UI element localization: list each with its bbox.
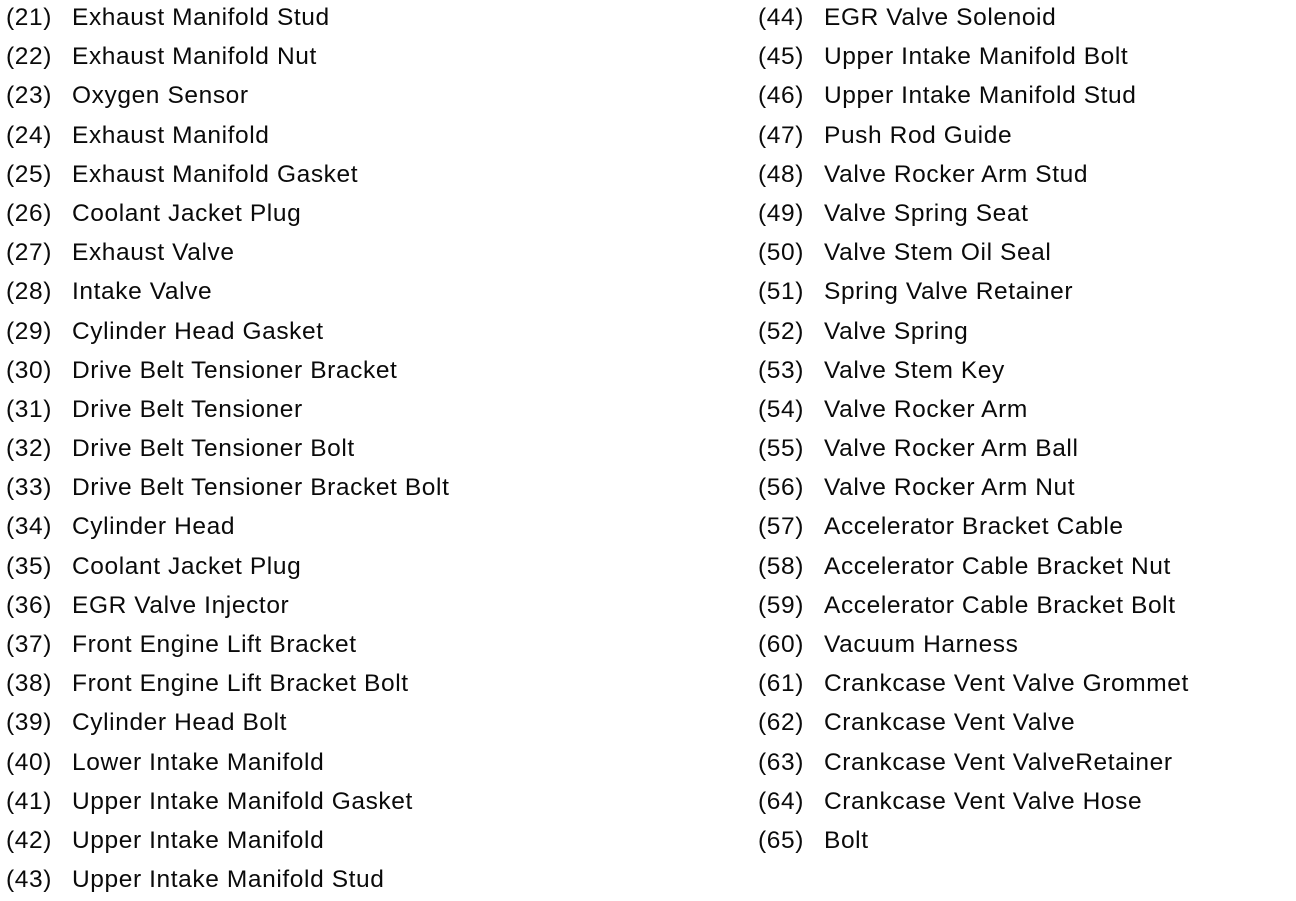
part-list-item bbox=[6, 784, 449, 823]
part-list-item bbox=[6, 470, 449, 509]
part-list-item bbox=[758, 392, 1189, 431]
part-number: (46) bbox=[758, 82, 804, 110]
part-name: Exhaust Manifold bbox=[72, 121, 270, 149]
part-list-item bbox=[6, 666, 449, 705]
part-name: Bolt bbox=[824, 826, 869, 854]
part-number: (31) bbox=[6, 395, 52, 423]
part-number: (42) bbox=[6, 826, 52, 854]
part-name: Cylinder Head bbox=[72, 513, 236, 541]
part-list-item bbox=[6, 509, 449, 548]
part-list-item bbox=[6, 588, 449, 627]
part-number: (21) bbox=[6, 4, 52, 31]
part-list-item bbox=[758, 353, 1189, 392]
part-list-item bbox=[6, 39, 449, 78]
part-name: Accelerator Bracket Cable bbox=[824, 513, 1124, 541]
part-list-item bbox=[6, 78, 449, 117]
part-name: Upper Intake Manifold Stud bbox=[824, 82, 1137, 110]
parts-list-left bbox=[6, 0, 449, 901]
part-list-item bbox=[6, 627, 449, 666]
part-name: Intake Valve bbox=[72, 278, 213, 306]
part-name: Vacuum Harness bbox=[824, 631, 1019, 658]
part-name: Drive Belt Tensioner bbox=[72, 395, 303, 423]
part-name: Valve Rocker Arm bbox=[824, 395, 1028, 423]
part-number: (27) bbox=[6, 239, 52, 267]
part-name: Exhaust Valve bbox=[72, 239, 235, 267]
part-name: Exhaust Manifold Gasket bbox=[72, 160, 359, 188]
part-number: (28) bbox=[6, 278, 52, 306]
part-list-item bbox=[6, 549, 449, 588]
part-number: (24) bbox=[6, 121, 52, 149]
part-name: Valve Stem Key bbox=[824, 356, 1005, 384]
part-list-item bbox=[6, 196, 449, 235]
part-name: Coolant Jacket Plug bbox=[72, 199, 302, 227]
part-name: EGR Valve Injector bbox=[72, 591, 290, 619]
part-number: (60) bbox=[758, 631, 804, 658]
part-list-item bbox=[758, 509, 1189, 548]
part-number: (65) bbox=[758, 826, 804, 854]
part-number: (25) bbox=[6, 160, 52, 188]
part-list-item bbox=[758, 705, 1189, 744]
part-number: (43) bbox=[6, 866, 52, 894]
part-number: (36) bbox=[6, 591, 52, 619]
part-list-item bbox=[758, 784, 1189, 823]
part-number: (61) bbox=[758, 670, 804, 698]
part-list-item bbox=[758, 549, 1189, 588]
part-number: (56) bbox=[758, 474, 804, 502]
part-list-item bbox=[758, 314, 1189, 353]
part-list-item bbox=[6, 353, 449, 392]
part-name: Push Rod Guide bbox=[824, 121, 1013, 149]
part-list-item bbox=[758, 235, 1189, 274]
part-number: (41) bbox=[6, 787, 52, 815]
part-name: Valve Spring Seat bbox=[824, 199, 1029, 227]
part-list-item bbox=[758, 431, 1189, 470]
part-list-item bbox=[758, 78, 1189, 117]
part-list-item bbox=[6, 157, 449, 196]
part-number: (40) bbox=[6, 748, 52, 776]
part-name: Accelerator Cable Bracket Nut bbox=[824, 552, 1171, 580]
part-name: Valve Rocker Arm Ball bbox=[824, 435, 1079, 463]
part-number: (63) bbox=[758, 748, 804, 776]
part-name: Crankcase Vent ValveRetainer bbox=[824, 748, 1173, 776]
part-number: (23) bbox=[6, 82, 52, 110]
part-number: (39) bbox=[6, 709, 52, 737]
part-number: (26) bbox=[6, 199, 52, 227]
part-name: Upper Intake Manifold Gasket bbox=[72, 787, 413, 815]
part-number: (64) bbox=[758, 787, 804, 815]
part-list-item bbox=[6, 314, 449, 353]
part-number: (38) bbox=[6, 670, 52, 698]
part-name: Lower Intake Manifold bbox=[72, 748, 325, 776]
part-number: (51) bbox=[758, 278, 804, 306]
part-name: Crankcase Vent Valve Grommet bbox=[824, 670, 1189, 698]
part-number: (32) bbox=[6, 435, 52, 463]
part-name: Upper Intake Manifold Bolt bbox=[824, 43, 1129, 71]
part-list-item bbox=[6, 235, 449, 274]
part-number: (62) bbox=[758, 709, 804, 737]
part-number: (47) bbox=[758, 121, 804, 149]
part-name: Drive Belt Tensioner Bracket Bolt bbox=[72, 474, 450, 502]
part-list-item bbox=[758, 157, 1189, 196]
part-name: EGR Valve Solenoid bbox=[824, 4, 1057, 31]
part-number: (34) bbox=[6, 513, 52, 541]
part-list-item bbox=[6, 431, 449, 470]
part-number: (49) bbox=[758, 199, 804, 227]
part-name: Valve Rocker Arm Nut bbox=[824, 474, 1076, 502]
part-name: Valve Spring bbox=[824, 317, 969, 345]
part-number: (48) bbox=[758, 160, 804, 188]
part-list-item bbox=[758, 118, 1189, 157]
part-list-item bbox=[758, 39, 1189, 78]
part-number: (22) bbox=[6, 43, 52, 71]
part-list-item bbox=[6, 118, 449, 157]
part-list-item bbox=[6, 705, 449, 744]
part-name: Upper Intake Manifold bbox=[72, 826, 325, 854]
part-number: (35) bbox=[6, 552, 52, 580]
part-number: (50) bbox=[758, 239, 804, 267]
part-list-item bbox=[758, 0, 1189, 39]
part-number: (33) bbox=[6, 474, 52, 502]
part-name: Drive Belt Tensioner Bracket bbox=[72, 356, 398, 384]
part-list-item bbox=[6, 274, 449, 313]
part-name: Spring Valve Retainer bbox=[824, 278, 1074, 306]
part-number: (54) bbox=[758, 395, 804, 423]
part-number: (30) bbox=[6, 356, 52, 384]
part-name: Upper Intake Manifold Stud bbox=[72, 866, 385, 894]
part-name: Exhaust Manifold Stud bbox=[72, 4, 330, 31]
part-list-item bbox=[6, 823, 449, 862]
part-list-item bbox=[6, 862, 449, 901]
part-name: Cylinder Head Bolt bbox=[72, 709, 288, 737]
part-name: Cylinder Head Gasket bbox=[72, 317, 324, 345]
part-name: Crankcase Vent Valve bbox=[824, 709, 1076, 737]
part-number: (57) bbox=[758, 513, 804, 541]
parts-list-right bbox=[758, 0, 1189, 862]
part-number: (55) bbox=[758, 435, 804, 463]
part-list-item bbox=[758, 588, 1189, 627]
part-name: Crankcase Vent Valve Hose bbox=[824, 787, 1143, 815]
part-number: (37) bbox=[6, 631, 52, 658]
part-name: Drive Belt Tensioner Bolt bbox=[72, 435, 355, 463]
part-list-item bbox=[758, 666, 1189, 705]
part-name: Exhaust Manifold Nut bbox=[72, 43, 317, 71]
part-name: Valve Stem Oil Seal bbox=[824, 239, 1052, 267]
part-name: Oxygen Sensor bbox=[72, 82, 249, 110]
part-list-item bbox=[758, 274, 1189, 313]
part-number: (59) bbox=[758, 591, 804, 619]
part-number: (58) bbox=[758, 552, 804, 580]
part-number: (45) bbox=[758, 43, 804, 71]
part-list-item bbox=[758, 196, 1189, 235]
part-list-item bbox=[758, 470, 1189, 509]
part-name: Coolant Jacket Plug bbox=[72, 552, 302, 580]
part-name: Valve Rocker Arm Stud bbox=[824, 160, 1089, 188]
part-list-item bbox=[758, 627, 1189, 666]
part-number: (52) bbox=[758, 317, 804, 345]
part-number: (53) bbox=[758, 356, 804, 384]
part-name: Front Engine Lift Bracket Bolt bbox=[72, 670, 409, 698]
part-number: (44) bbox=[758, 4, 804, 31]
part-name: Front Engine Lift Bracket bbox=[72, 631, 357, 658]
part-number: (29) bbox=[6, 317, 52, 345]
part-list-item bbox=[758, 745, 1189, 784]
part-name: Accelerator Cable Bracket Bolt bbox=[824, 591, 1176, 619]
part-list-item bbox=[758, 823, 1189, 862]
part-list-item bbox=[6, 745, 449, 784]
part-list-item bbox=[6, 0, 449, 39]
part-list-item bbox=[6, 392, 449, 431]
